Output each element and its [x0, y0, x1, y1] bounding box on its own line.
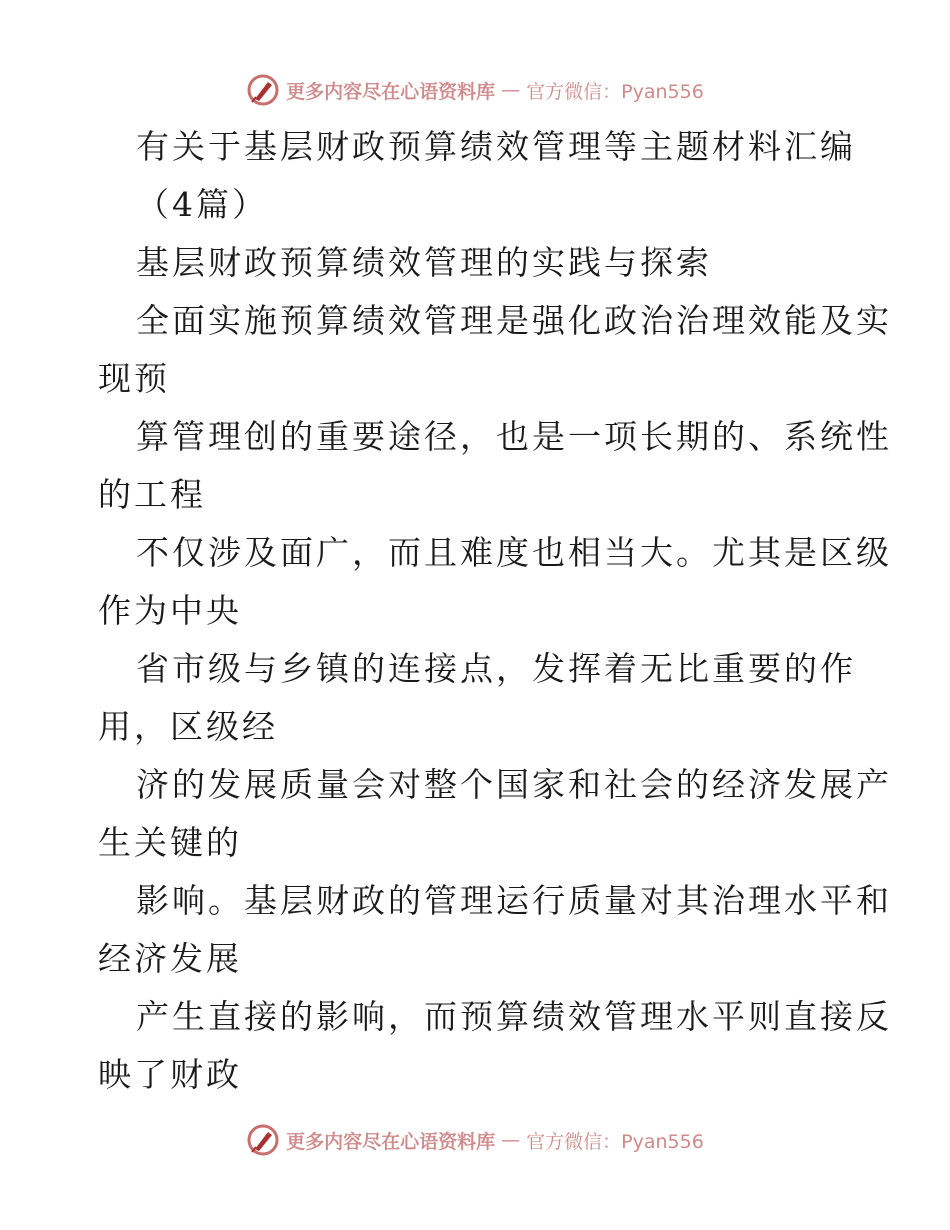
text-line: 作为中央 — [98, 591, 242, 630]
text-line: 省市级与乡镇的连接点，发挥着无比重要的作 — [136, 649, 856, 688]
watermark-contact: 官方微信：Pyan556 — [526, 80, 704, 103]
document-title: 有关于基层财政预算绩效管理等主题材料汇编 — [136, 127, 856, 166]
watermark-text: 更多内容尽在心语资料库 — [286, 80, 496, 103]
text-line: 全面实施预算绩效管理是强化政治治理效能及实 — [136, 301, 892, 340]
quill-logo-icon — [246, 1123, 280, 1157]
text-line: 影响。基层财政的管理运行质量对其治理水平和 — [136, 881, 892, 920]
watermark-text: 更多内容尽在心语资料库 — [286, 1130, 496, 1153]
watermark-contact: 官方微信：Pyan556 — [526, 1130, 704, 1153]
footer-watermark — [0, 1120, 950, 1160]
document-body — [98, 118, 892, 1104]
text-line: 算管理创的重要途径，也是一项长期的、系统性 — [136, 417, 892, 456]
text-line: 济的发展质量会对整个国家和社会的经济发展产 — [136, 765, 892, 804]
quill-logo-icon — [246, 73, 280, 107]
text-line: 用，区级经 — [98, 707, 278, 746]
text-line: 不仅涉及面广，而且难度也相当大。尤其是区级 — [136, 533, 892, 572]
text-line: 的工程 — [98, 475, 206, 514]
text-line: 映了财政 — [98, 1055, 242, 1094]
section-heading: 基层财政预算绩效管理的实践与探索 — [136, 243, 712, 282]
text-line: 现预 — [98, 359, 170, 398]
text-line: 产生直接的影响，而预算绩效管理水平则直接反 — [136, 997, 892, 1036]
text-line: 生关键的 — [98, 823, 242, 862]
watermark-separator: — — [501, 1129, 521, 1151]
header-watermark — [0, 70, 950, 110]
document-title-count: （4篇） — [136, 185, 268, 224]
watermark-separator: — — [501, 79, 521, 101]
text-line: 经济发展 — [98, 939, 242, 978]
